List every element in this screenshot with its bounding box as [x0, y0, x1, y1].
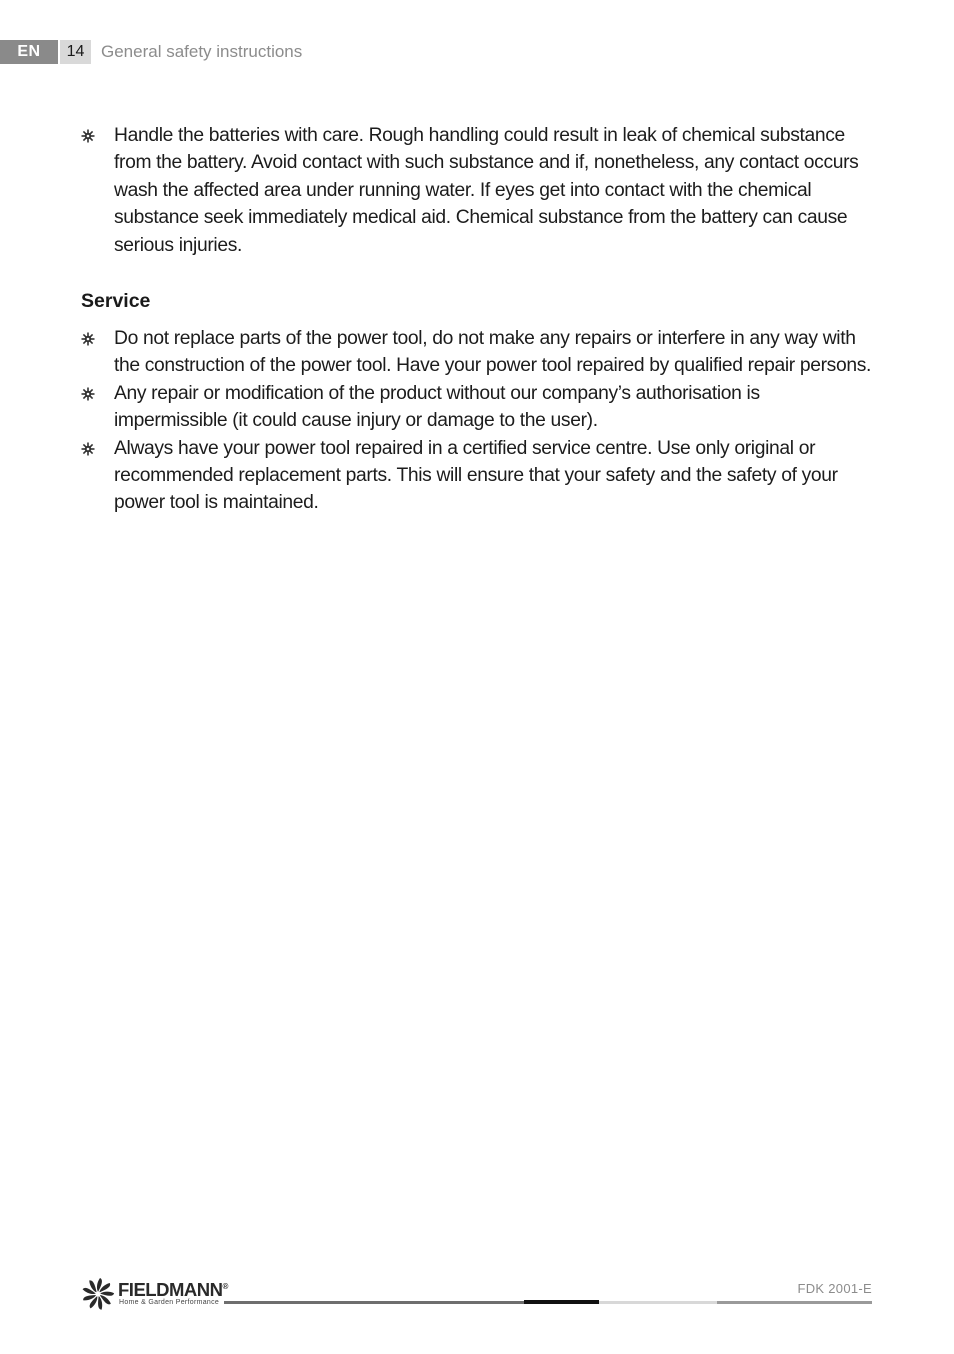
brand-name: FIELDMANN®	[118, 1279, 228, 1300]
footer-bar-segment	[717, 1301, 872, 1304]
page-footer	[81, 1276, 872, 1316]
page-number: 14	[60, 40, 91, 64]
page-header	[0, 40, 302, 64]
list-item	[81, 325, 871, 380]
language-tab: EN	[0, 40, 58, 64]
list-item	[81, 122, 871, 259]
service-heading: Service	[81, 290, 151, 313]
gear-bullet-icon	[81, 387, 95, 401]
bullet-text: Always have your power tool repaired in a certified service centre. Use only original or recommended replacement parts. This will ensure that your safety and the safety of your power tool is maintained.	[114, 437, 838, 514]
service-bullet-list	[81, 325, 871, 517]
gear-bullet-icon	[81, 129, 95, 143]
section-title: General safety instructions	[101, 42, 303, 61]
bullet-text: Handle the batteries with care. Rough handling could result in leak of chemical substance from the battery. Avoid contact with such substance and if, nonetheless, any contact occurs wash the affected area under running water. If eyes get into contact with the chemical substance seek immediately medical aid. Chemical substance from the battery can cause serious injuries.	[114, 125, 859, 256]
fieldmann-logo	[81, 1276, 226, 1312]
gear-bullet-icon	[81, 442, 95, 456]
brand-tagline: Home & Garden Performance	[119, 1299, 220, 1306]
intro-bullet-list	[81, 122, 871, 259]
gear-bullet-icon	[81, 332, 95, 346]
list-item	[81, 435, 871, 517]
footer-bar-segment	[599, 1301, 717, 1304]
footer-bar-segment	[524, 1300, 599, 1304]
footer-bar-segment	[224, 1301, 524, 1304]
bullet-text: Any repair or modification of the product without our company’s authorisation is impermissible (it could cause injury or damage to the user).	[114, 382, 760, 432]
list-item	[81, 380, 871, 435]
model-number: FDK 2001-E	[797, 1281, 872, 1296]
page-content	[81, 122, 871, 517]
fieldmann-flower-logo-icon	[81, 1277, 115, 1311]
bullet-text: Do not replace parts of the power tool, do not make any repairs or interfere in any way with the construction of the power tool. Have your power tool repaired by qualified repair persons.	[114, 328, 872, 377]
